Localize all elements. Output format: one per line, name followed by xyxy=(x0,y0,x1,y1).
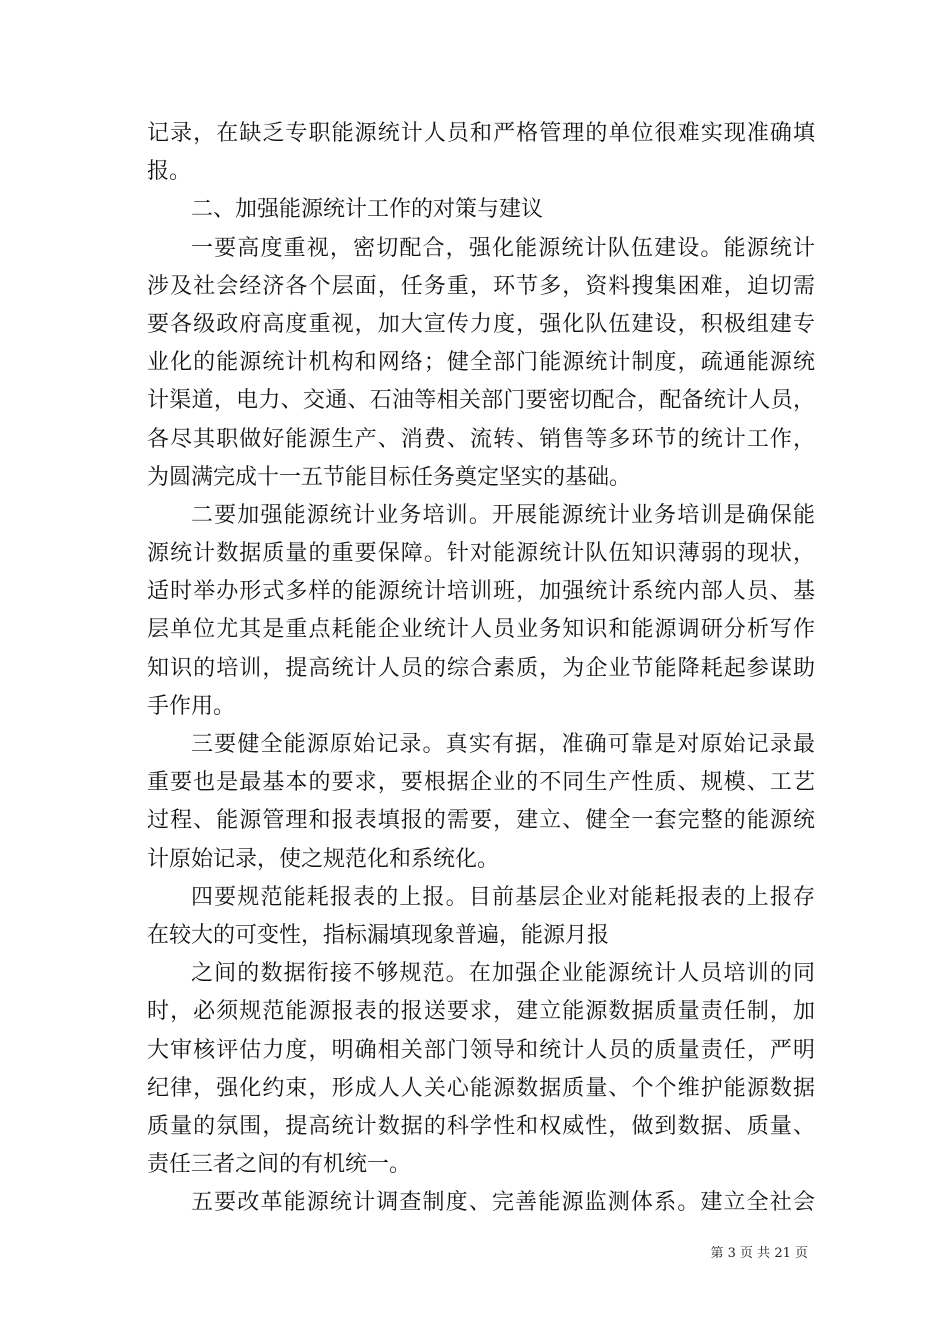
paragraph-first-line: 四要规范能耗报表的上报。目前基层企业对能耗报表的上报存 xyxy=(191,884,815,910)
text-line: 重要也是最基本的要求，要根据企业的不同生产性质、规模、工艺 xyxy=(147,770,815,796)
text-line: 适时举办形式多样的能源统计培训班，加强统计系统内部人员、基 xyxy=(147,579,815,605)
text-line: 报。 xyxy=(147,159,192,185)
text-line: 为圆满完成十一五节能目标任务奠定坚实的基础。 xyxy=(147,464,632,490)
paragraph-first-line: 二要加强能源统计业务培训。开展能源统计业务培训是确保能 xyxy=(191,502,815,528)
text-line: 大审核评估力度，明确相关部门领导和统计人员的质量责任，严明 xyxy=(147,1037,815,1063)
text-line: 层单位尤其是重点耗能企业统计人员业务知识和能源调研分析写作 xyxy=(147,617,815,643)
text-line: 业化的能源统计机构和网络；健全部门能源统计制度，疏通能源统 xyxy=(147,350,815,376)
text-line: 各尽其职做好能源生产、消费、流转、销售等多环节的统计工作， xyxy=(147,426,815,452)
section-heading: 二、加强能源统计工作的对策与建议 xyxy=(191,197,544,223)
text-line: 计渠道，电力、交通、石油等相关部门要密切配合，配备统计人员， xyxy=(147,388,815,414)
text-line: 时，必须规范能源报表的报送要求，建立能源数据质量责任制，加 xyxy=(147,999,815,1025)
text-line: 在较大的可变性，指标漏填现象普遍，能源月报 xyxy=(147,922,610,948)
text-line: 知识的培训，提高统计人员的综合素质，为企业节能降耗起参谋助 xyxy=(147,655,815,681)
text-line: 要各级政府高度重视，加大宣传力度，强化队伍建设，积极组建专 xyxy=(147,311,815,337)
document-body xyxy=(147,115,815,1222)
text-line: 责任三者之间的有机统一。 xyxy=(147,1152,412,1178)
text-line: 过程、能源管理和报表填报的需要，建立、健全一套完整的能源统 xyxy=(147,808,815,834)
text-line: 质量的氛围，提高统计数据的科学性和权威性，做到数据、质量、 xyxy=(147,1113,815,1139)
text-line: 记录，在缺乏专职能源统计人员和严格管理的单位很难实现准确填 xyxy=(147,121,815,146)
text-line: 源统计数据质量的重要保障。针对能源统计队伍知识薄弱的现状， xyxy=(147,541,815,567)
paragraph-first-line: 一要高度重视，密切配合，强化能源统计队伍建设。能源统计 xyxy=(191,235,815,261)
page-number: 第 3 页 共 21 页 xyxy=(710,1246,808,1261)
text-line: 计原始记录，使之规范化和系统化。 xyxy=(147,846,500,872)
text-line: 纪律，强化约束，形成人人关心能源数据质量、个个维护能源数据 xyxy=(147,1075,815,1101)
paragraph-first-line: 之间的数据衔接不够规范。在加强企业能源统计人员培训的同 xyxy=(191,961,815,987)
paragraph-first-line: 五要改革能源统计调查制度、完善能源监测体系。建立全社会 xyxy=(191,1190,815,1216)
paragraph-first-line: 三要健全能源原始记录。真实有据，准确可靠是对原始记录最 xyxy=(191,732,815,757)
text-line: 涉及社会经济各个层面，任务重，环节多，资料搜集困难，迫切需 xyxy=(147,273,815,299)
text-line: 手作用。 xyxy=(147,693,236,719)
